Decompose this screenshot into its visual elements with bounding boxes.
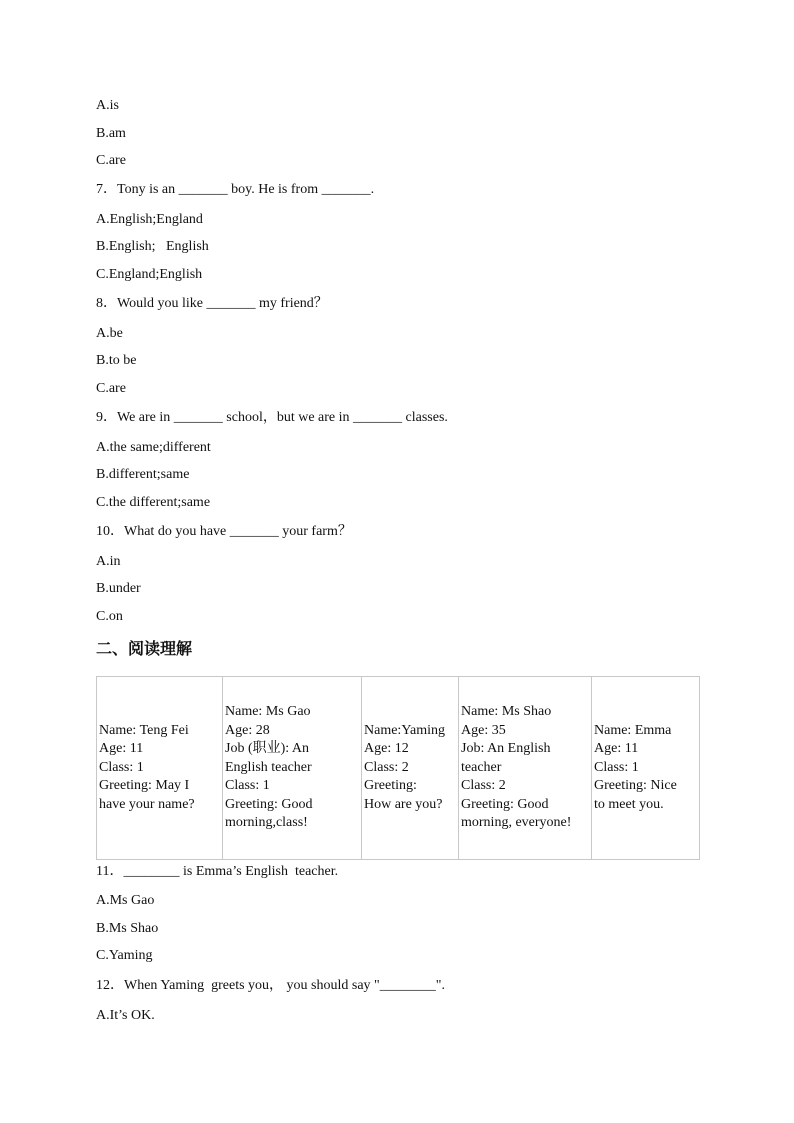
q11-option-b: B.Ms Shao xyxy=(96,921,159,936)
cell-line: How are you? xyxy=(364,796,443,812)
cell-line xyxy=(99,722,220,741)
q12-stem: 12．When Yaming greets you， you should say "________". xyxy=(96,978,445,993)
cell-line: Age: 11 xyxy=(594,741,639,757)
profile-cell-emma xyxy=(592,677,700,860)
q7-stem: 7．Tony is an _______ boy. He is from _______. xyxy=(96,182,375,197)
profile-cell-ms-shao xyxy=(459,677,592,860)
cell-line: Age: 11 xyxy=(99,741,144,757)
q10-option-b: B.under xyxy=(96,581,141,596)
q8-stem: 8．Would you like _______ my friend？ xyxy=(96,296,328,311)
cell-line: Age: 12 xyxy=(364,741,409,757)
cell-line: Name: Ms Shao xyxy=(461,703,552,719)
cell-line: Name: Ms Gao xyxy=(225,703,311,719)
q8-option-b: B.to be xyxy=(96,353,137,368)
q7-option-a: A.English;England xyxy=(96,212,203,227)
q8-option-a: A.be xyxy=(96,326,123,341)
cell-line: Name:Yaming xyxy=(364,722,446,738)
q6-option-b: B.am xyxy=(96,126,126,141)
cell-text: Name: Teng Fei xyxy=(99,722,189,738)
cell-line: morning, everyone! xyxy=(461,815,572,831)
profile-cell-yaming xyxy=(362,677,459,860)
cell-line: Name: Emma xyxy=(594,722,672,738)
cell-line: Greeting: Nice xyxy=(594,778,677,794)
q9-stem: 9．We are in _______ school，but we are in _______ classes. xyxy=(96,410,448,425)
cell-line: Class: 2 xyxy=(364,759,409,775)
cell-line: teacher xyxy=(461,759,502,775)
cell-line: Greeting: Good xyxy=(225,796,313,812)
q6-option-c: C.are xyxy=(96,153,126,168)
profile-cell-teng-fei xyxy=(97,677,223,860)
q9-option-a: A.the same;different xyxy=(96,440,211,455)
q10-stem: 10．What do you have _______ your farm？ xyxy=(96,524,352,539)
q8-option-c: C.are xyxy=(96,381,126,396)
q7-option-b: B.English; English xyxy=(96,239,209,254)
q10-option-c: C.on xyxy=(96,609,123,624)
cell-line: Class: 2 xyxy=(461,778,506,794)
cell-line: Class: 1 xyxy=(99,759,144,775)
cell-line: Age: 35 xyxy=(461,722,506,738)
cell-line: English teacher xyxy=(225,759,312,775)
section-title: 二、阅读理解 xyxy=(96,639,193,658)
cell-line: Greeting: Good xyxy=(461,796,549,812)
cell-line: have your name? xyxy=(99,796,195,812)
cell-line: Age: 28 xyxy=(225,722,270,738)
cell-line: to meet you. xyxy=(594,796,664,812)
profile-table xyxy=(96,676,700,860)
cell-line: morning,class! xyxy=(225,815,308,831)
q6-option-a: A.is xyxy=(96,98,119,113)
cell-line: Job (职业): An xyxy=(225,741,309,757)
profile-cell-ms-gao xyxy=(223,677,362,860)
q12-option-a: A.It’s OK. xyxy=(96,1008,155,1023)
q10-option-a: A.in xyxy=(96,554,121,569)
cell-line: Class: 1 xyxy=(225,778,270,794)
q11-option-c: C.Yaming xyxy=(96,948,153,963)
q7-option-c: C.England;English xyxy=(96,267,203,282)
q11-option-a: A.Ms Gao xyxy=(96,893,155,908)
q9-option-c: C.the different;same xyxy=(96,495,211,510)
cell-line: Greeting: May I xyxy=(99,778,190,794)
table-row xyxy=(97,677,700,860)
cell-line: Greeting: xyxy=(364,778,417,794)
cell-line: Class: 1 xyxy=(594,759,639,775)
q11-stem: 11．________ is Emma’s English teacher. xyxy=(96,864,339,879)
q9-option-b: B.different;same xyxy=(96,467,190,482)
cell-line: Job: An English xyxy=(461,741,551,757)
